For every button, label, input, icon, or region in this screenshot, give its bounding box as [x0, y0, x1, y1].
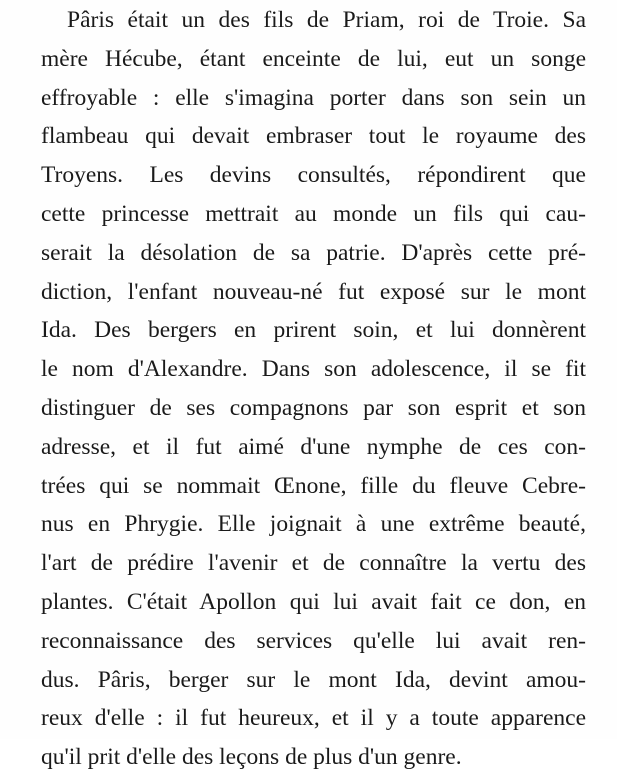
text-line: reconnaissance des services qu'elle lui avait ren-: [41, 627, 586, 654]
text-line: Troyens. Les devins consultés, répondirent que: [41, 162, 586, 189]
text-line: trées qui se nommait Œnone, fille du fleuve Cebre-: [41, 472, 586, 499]
text-line: diction, l'enfant nouveau-né fut exposé sur le mont: [41, 278, 586, 305]
text-line: distinguer de ses compagnons par son esprit et son: [41, 394, 586, 421]
text-line: reux d'elle : il fut heureux, et il y a toute apparence: [41, 705, 586, 732]
text-line: effroyable : elle s'imagina porter dans son sein un: [41, 84, 586, 111]
text-line: le nom d'Alexandre. Dans son adolescence, il se fit: [41, 356, 586, 383]
text-line: mère Hécube, étant enceinte de lui, eut un songe: [41, 45, 586, 72]
text-line: Pâris était un des fils de Priam, roi de Troie. Sa: [67, 7, 586, 33]
text-line: nus en Phrygie. Elle joignait à une extrême beauté,: [41, 511, 586, 538]
text-line: dus. Pâris, berger sur le mont Ida, devint amou-: [41, 666, 586, 693]
text-line: serait la désolation de sa patrie. D'après cette pré-: [41, 239, 586, 266]
text-line: flambeau qui devait embraser tout le royaume des: [41, 123, 586, 150]
text-line: qu'il prit d'elle des leçons de plus d'un genre.: [41, 744, 462, 771]
text-line: plantes. C'était Apollon qui lui avait fait ce don, en: [41, 588, 586, 615]
text-line: l'art de prédire l'avenir et de connaître la vertu des: [41, 550, 586, 577]
text-line: adresse, et il fut aimé d'une nymphe de ces con-: [41, 433, 586, 460]
paragraph: [41, 1, 586, 777]
text-line: cette princesse mettrait au monde un fils qui cau-: [41, 200, 586, 227]
text-line: Ida. Des bergers en prirent soin, et lui donnèrent: [41, 317, 586, 344]
